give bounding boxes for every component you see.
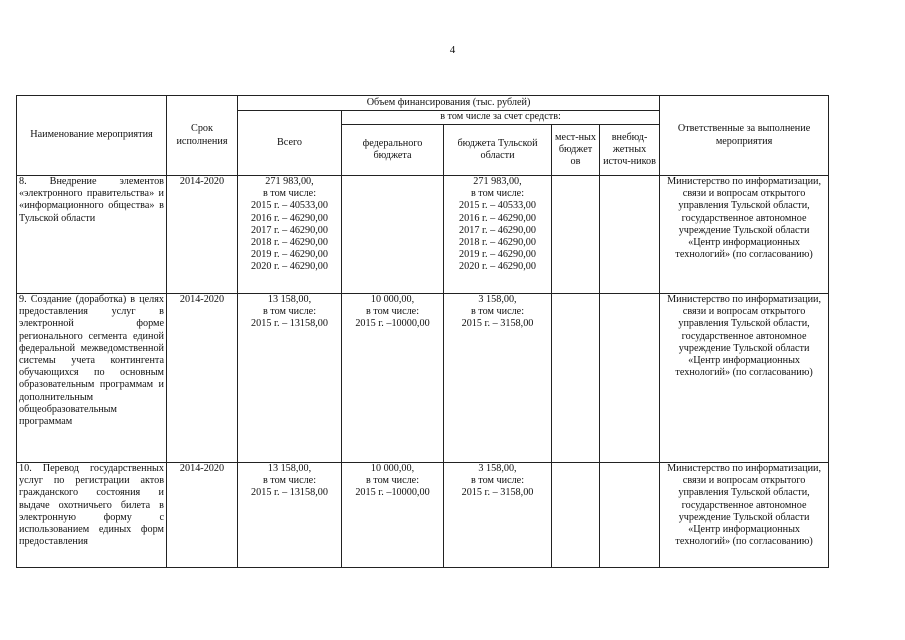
amount-line: 2015 г. – 3158,00: [461, 318, 534, 330]
table-row: [17, 463, 829, 568]
row-total: [238, 176, 342, 294]
amount-line: в том числе:: [470, 475, 525, 487]
amount-line: 13 158,00,: [267, 463, 312, 474]
amount-line: 2019 г. – 46290,00: [251, 249, 328, 261]
row-local: [552, 294, 600, 463]
amount-line: 2015 г. –10000,00: [355, 487, 430, 499]
row-local: [552, 176, 600, 294]
amount-line: 2020 г. – 46290,00: [459, 261, 536, 273]
row-regional: [444, 463, 552, 568]
amount-line: в том числе:: [470, 188, 525, 200]
row-responsible: Министерство по информатизации, связи и вопросам открытого управления Тульской области, государственное автономное учреждение Тульской области «Центр информационных технологий» (по согласованию): [660, 294, 829, 463]
row-term: 2014-2020: [167, 294, 238, 463]
row-term: 2014-2020: [167, 463, 238, 568]
header-including: в том числе за счет средств:: [342, 111, 660, 125]
header-extra: внебюд-жетных источ-ников: [600, 125, 660, 176]
amount-line: 2019 г. – 46290,00: [459, 249, 536, 261]
amount-line: 13 158,00,: [267, 294, 312, 305]
row-federal: [342, 463, 444, 568]
amount-line: 2018 г. – 46290,00: [459, 237, 536, 249]
row-responsible: Министерство по информатизации, связи и вопросам открытого управления Тульской области, государственное автономное учреждение Тульской области «Центр информационных технологий» (по согласованию): [660, 463, 829, 568]
amount-line: 2015 г. – 13158,00: [251, 487, 328, 499]
row-extra: [600, 176, 660, 294]
header-total: Всего: [238, 111, 342, 176]
row-regional: [444, 176, 552, 294]
amount-line: в том числе:: [262, 475, 317, 487]
row-total: [238, 463, 342, 568]
row-term: 2014-2020: [167, 176, 238, 294]
amount-line: в том числе:: [470, 306, 525, 318]
amount-line: 2018 г. – 46290,00: [251, 237, 328, 249]
amount-line: 271 983,00,: [473, 176, 522, 187]
row-extra: [600, 463, 660, 568]
header-name: Наименование мероприятия: [17, 96, 167, 176]
amount-line: 2020 г. – 46290,00: [251, 261, 328, 273]
row-responsible: Министерство по информатизации, связи и вопросам открытого управления Тульской области, государственное автономное учреждение Тульской области «Центр информационных технологий» (по согласованию): [660, 176, 829, 294]
header-financing: Объем финансирования (тыс. рублей): [238, 96, 660, 111]
amount-line: 2016 г. – 46290,00: [251, 212, 328, 224]
header-local: мест-ных бюджет ов: [552, 125, 600, 176]
amount-line: 2015 г. – 40533,00: [459, 200, 536, 212]
amount-line: 2015 г. – 3158,00: [461, 487, 534, 499]
amount-line: в том числе:: [365, 475, 420, 487]
header-federal: федерального бюджета: [342, 125, 444, 176]
row-federal: [342, 176, 444, 294]
amount-line: 3 158,00,: [478, 294, 517, 305]
table-row: [17, 176, 829, 294]
amount-line: 10 000,00,: [370, 294, 415, 305]
amount-line: в том числе:: [262, 306, 317, 318]
header-regional: бюджета Тульской области: [444, 125, 552, 176]
amount-line: 2015 г. – 13158,00: [251, 318, 328, 330]
amount-line: в том числе:: [262, 188, 317, 200]
row-local: [552, 463, 600, 568]
amount-line: 10 000,00,: [370, 463, 415, 474]
row-name: 9. Создание (доработка) в целях предоставления услуг в электронной форме регионального сегмента единой федеральной межведомственной системы учета контингента обучающихся по основным образовательным программам и дополнительным общеобразовательным программам: [17, 294, 167, 463]
amount-line: 2017 г. – 46290,00: [251, 224, 328, 236]
row-name: 8. Внедрение элементов «электронного правительства» и «информационного общества» в Тульской области: [17, 176, 167, 294]
page-number: 4: [449, 44, 456, 56]
row-regional: [444, 294, 552, 463]
amount-line: 2016 г. – 46290,00: [459, 212, 536, 224]
amount-line: 271 983,00,: [265, 176, 314, 187]
row-extra: [600, 294, 660, 463]
table-row: [17, 294, 829, 463]
amount-line: 2015 г. – 40533,00: [251, 200, 328, 212]
financing-table: [16, 95, 829, 568]
amount-line: 3 158,00,: [478, 463, 517, 474]
row-federal: [342, 294, 444, 463]
amount-line: в том числе:: [365, 306, 420, 318]
amount-line: 2015 г. –10000,00: [355, 318, 430, 330]
amount-line: 2017 г. – 46290,00: [459, 224, 536, 236]
header-term: Срок исполнения: [167, 96, 238, 176]
header-responsible: Ответственные за выполнение мероприятия: [660, 96, 829, 176]
row-name: 10. Перевод государственных услуг по регистрации актов гражданского состояния и выдаче охотничьего билета в электронную форму с использованием единых форм предоставления: [17, 463, 167, 568]
row-total: [238, 294, 342, 463]
